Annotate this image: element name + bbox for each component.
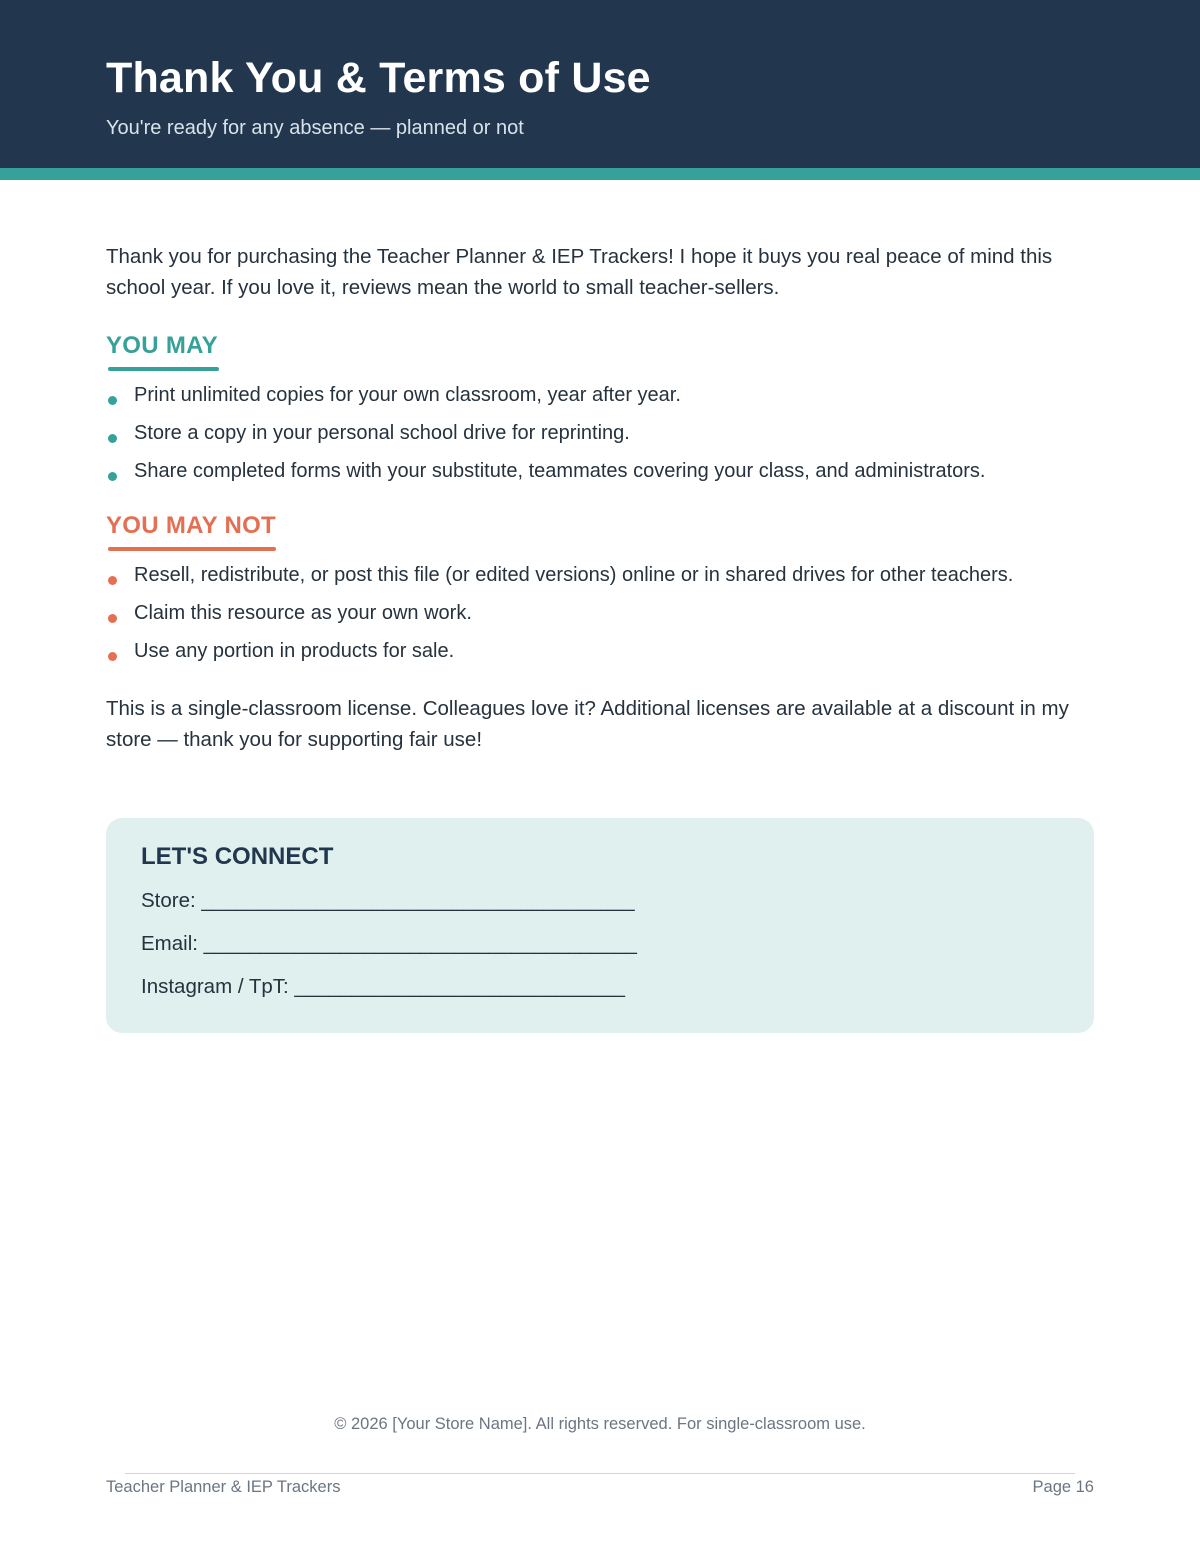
store-field: Store: ______________________________________	[141, 889, 635, 912]
list-item	[106, 420, 1096, 458]
list-item-text: Use any portion in products for sale.	[134, 640, 455, 662]
bullet-dot-icon	[108, 472, 117, 481]
footer-page-number: Page 16	[1032, 1478, 1094, 1496]
list-item-text: Claim this resource as your own work.	[134, 602, 472, 624]
list-item	[106, 600, 1096, 638]
copyright-notice: © 2026 [Your Store Name]. All rights reserved. For single-classroom use.	[334, 1415, 866, 1433]
list-item	[106, 638, 1096, 676]
connect-title: LET'S CONNECT	[141, 843, 334, 870]
header-accent-stripe	[0, 168, 1200, 180]
list-item	[106, 458, 1096, 496]
email-field: Email: ______________________________________	[141, 932, 637, 955]
intro-paragraph: Thank you for purchasing the Teacher Planner & IEP Trackers! I hope it buys you real peace of mind this school year. If you love it, reviews mean the world to small teacher-sellers.	[106, 245, 1053, 299]
page-title: Thank You & Terms of Use	[106, 54, 651, 102]
list-item-text: Share completed forms with your substitute, teammates covering your class, and administrators.	[134, 460, 986, 482]
footer-divider	[125, 1473, 1075, 1474]
list-item-text: Store a copy in your personal school drive for reprinting.	[134, 422, 630, 444]
list-item-text: Print unlimited copies for your own classroom, year after year.	[134, 384, 681, 406]
license-note: This is a single-classroom license. Colleagues love it? Additional licenses are available at a discount in my store — thank you for supporting fair use!	[106, 697, 1069, 751]
you-may-not-list	[106, 562, 1096, 676]
you-may-underline	[108, 367, 219, 371]
you-may-heading: YOU MAY	[106, 332, 218, 359]
you-may-not-underline	[108, 547, 276, 551]
list-item-text: Resell, redistribute, or post this file (or edited versions) online or in shared drives for other teachers.	[134, 564, 1014, 586]
bullet-dot-icon	[108, 396, 117, 405]
footer-document-title: Teacher Planner & IEP Trackers	[106, 1478, 341, 1496]
page-subtitle: You're ready for any absence — planned or not	[106, 117, 524, 139]
list-item	[106, 562, 1096, 600]
bullet-dot-icon	[108, 434, 117, 443]
bullet-dot-icon	[108, 576, 117, 585]
you-may-not-heading: YOU MAY NOT	[106, 512, 276, 539]
list-item	[106, 382, 1096, 420]
bullet-dot-icon	[108, 614, 117, 623]
you-may-list	[106, 382, 1096, 496]
connect-box	[106, 818, 1094, 1033]
instagram-field: Instagram / TpT: _____________________________	[141, 975, 626, 998]
bullet-dot-icon	[108, 652, 117, 661]
